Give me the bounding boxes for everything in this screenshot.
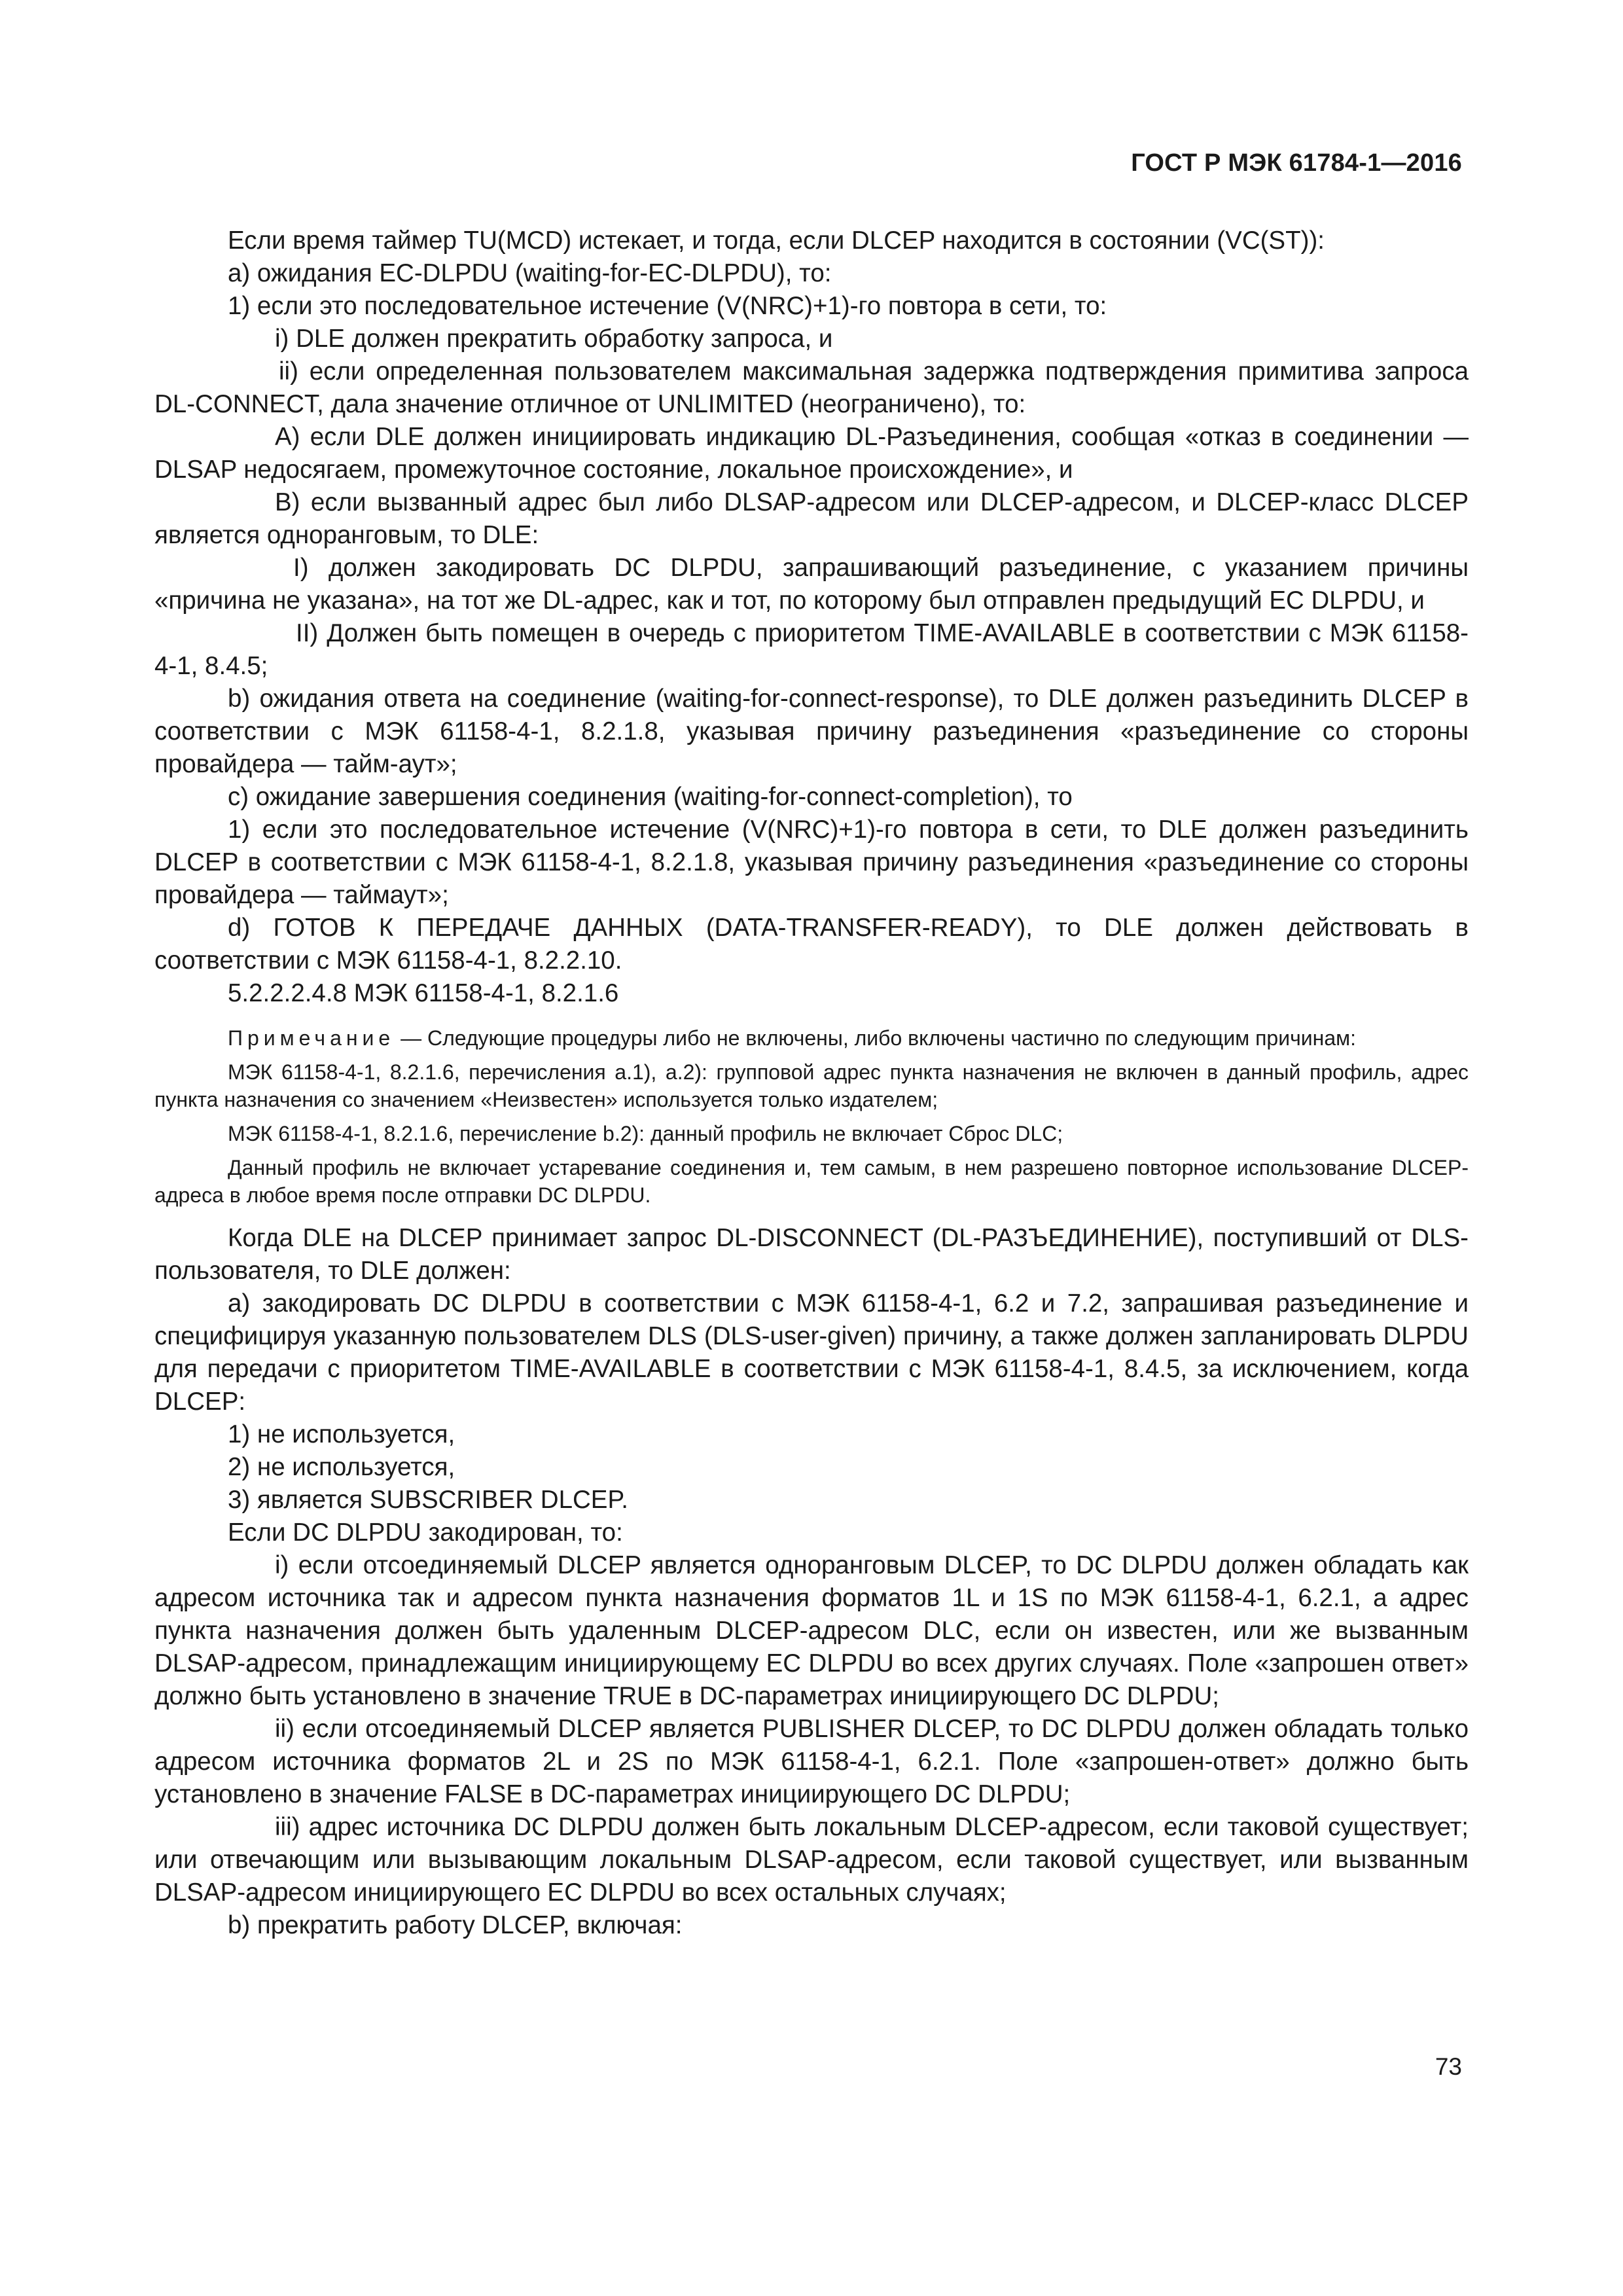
paragraph: b) прекратить работу DLCEP, включая:	[228, 1911, 683, 1939]
note-item: Данный профиль не включает устаревание соединения и, тем самым, в нем разрешено повторное использование DLCEP-адреса в любое время после отправки DC DLPDU.	[154, 1156, 1469, 1207]
paragraph: A) если DLE должен инициировать индикацию DL-Разъединения, сообщая «отказ в соединении — DLSAP недосягаем, промежуточное состояние, локальное происхождение», и	[154, 423, 1469, 484]
paragraph: i) DLE должен прекратить обработку запроса, и	[275, 325, 833, 353]
paragraph: 1) если это последовательное истечение (V(NRC)+1)-го повтора в сети, то DLE должен разъединить DLCEP в соответствии с МЭК 61158-4-1, 8.2.1.8, указывая причину разъединения «разъединение со стороны провайдера — таймаут»;	[154, 816, 1469, 909]
list-item: 1) не используется,	[228, 1420, 455, 1448]
note-label: Примечание	[228, 1026, 395, 1050]
document-body	[154, 224, 1469, 1942]
paragraph: Если время таймер TU(MCD) истекает, и тогда, если DLCEP находится в состоянии (VC(ST)):	[228, 226, 1325, 255]
paragraph: i) если отсоединяемый DLCEP является одноранговым DLCEP, то DC DLPDU должен обладать как адресом источника так и адресом пункта назначения форматов 1L и 1S по МЭК 61158-4-1, 6.2.1, а адрес пункта назначения должен быть удаленным DLCEP-адресом DLC, если он известен, или же вызванным DLSAP-адресом, принадлежащим инициирующему EC DLPDU во всех других случаях. Поле «запрошен ответ» должно быть установлено в значение TRUE в DC-параметрах инициирующего DC DLPDU;	[154, 1551, 1469, 1710]
paragraph: c) ожидание завершения соединения (waiting-for-connect-completion), то	[228, 783, 1073, 811]
standard-designation: ГОСТ Р МЭК 61784-1—2016	[1131, 149, 1462, 177]
paragraph: a) закодировать DC DLPDU в соответствии с МЭК 61158-4-1, 6.2 и 7.2, запрашивая разъединение и специфицируя указанную пользователем DLS (DLS-user-given) причину, а также должен запланировать DLPDU для передачи с приоритетом TIME-AVAILABLE в соответствии с МЭК 61158-4-1, 8.4.5, за исключением, когда DLCEP:	[154, 1289, 1469, 1416]
paragraph: d) ГОТОВ К ПЕРЕДАЧЕ ДАННЫХ (DATA-TRANSFER-READY), то DLE должен действовать в соответствии с МЭК 61158-4-1, 8.2.2.10.	[154, 914, 1469, 975]
list-item: 2) не используется,	[228, 1453, 455, 1481]
note-intro	[154, 1024, 1469, 1052]
paragraph: Когда DLE на DLCEP принимает запрос DL-DISCONNECT (DL-РАЗЪЕДИНЕНИЕ), поступивший от DLS-пользователя, то DLE должен:	[154, 1224, 1469, 1285]
note-item: МЭК 61158-4-1, 8.2.1.6, перечисления a.1), a.2): групповой адрес пункта назначения не включен в данный профиль, адрес пункта назначения со значением «Неизвестен» используется только издателем;	[154, 1060, 1469, 1111]
page-number: 73	[1435, 2053, 1462, 2080]
paragraph: а) ожидания EC-DLPDU (waiting-for-EC-DLPDU), то:	[228, 259, 832, 287]
note-block	[154, 1024, 1469, 1209]
paragraph: 1) если это последовательное истечение (V(NRC)+1)-го повтора в сети, то:	[228, 292, 1107, 320]
section-reference: 5.2.2.2.4.8 МЭК 61158-4-1, 8.2.1.6	[228, 979, 619, 1007]
paragraph: Если DC DLPDU закодирован, то:	[228, 1518, 623, 1547]
paragraph: I) должен закодировать DC DLPDU, запрашивающий разъединение, с указанием причины «причина не указана», на тот же DL-адрес, как и тот, по которому был отправлен предыдущий EC DLPDU, и	[154, 554, 1469, 615]
paragraph: iii) адрес источника DC DLPDU должен быть локальным DLCEP-адресом, если таковой существует; или отвечающим или вызывающим локальным DLSAP-адресом, если таковой существует, или вызванным DLSAP-адресом инициирующего EC DLPDU во всех остальных случаях;	[154, 1813, 1469, 1907]
paragraph: ii) если отсоединяемый DLCEP является PUBLISHER DLCEP, то DC DLPDU должен обладать только адресом источника форматов 2L и 2S по МЭК 61158-4-1, 6.2.1. Поле «запрошен-ответ» должно быть установлено в значение FALSE в DC-параметрах инициирующего DC DLPDU;	[154, 1715, 1469, 1808]
list-item: 3) является SUBSCRIBER DLCEP.	[228, 1486, 628, 1514]
note-item: МЭК 61158-4-1, 8.2.1.6, перечисление b.2): данный профиль не включает Сброс DLC;	[228, 1122, 1063, 1145]
note-intro-text: — Следующие процедуры либо не включены, либо включены частично по следующим причинам:	[395, 1026, 1356, 1050]
paragraph: ii) если определенная пользователем максимальная задержка подтверждения примитива запроса DL-CONNECT, дала значение отличное от UNLIMITED (неограничено), то:	[154, 357, 1469, 418]
paragraph: II) Должен быть помещен в очередь с приоритетом TIME-AVAILABLE в соответствии с МЭК 61158-4-1, 8.4.5;	[154, 619, 1469, 680]
paragraph: b) ожидания ответа на соединение (waiting-for-connect-response), то DLE должен разъединить DLCEP в соответствии с МЭК 61158-4-1, 8.2.1.8, указывая причину разъединения «разъединение со стороны провайдера — тайм-аут»;	[154, 685, 1469, 778]
paragraph: B) если вызванный адрес был либо DLSAP-адресом или DLCEP-адресом, и DLCEP-класс DLCEP является одноранговым, то DLE:	[154, 488, 1469, 549]
